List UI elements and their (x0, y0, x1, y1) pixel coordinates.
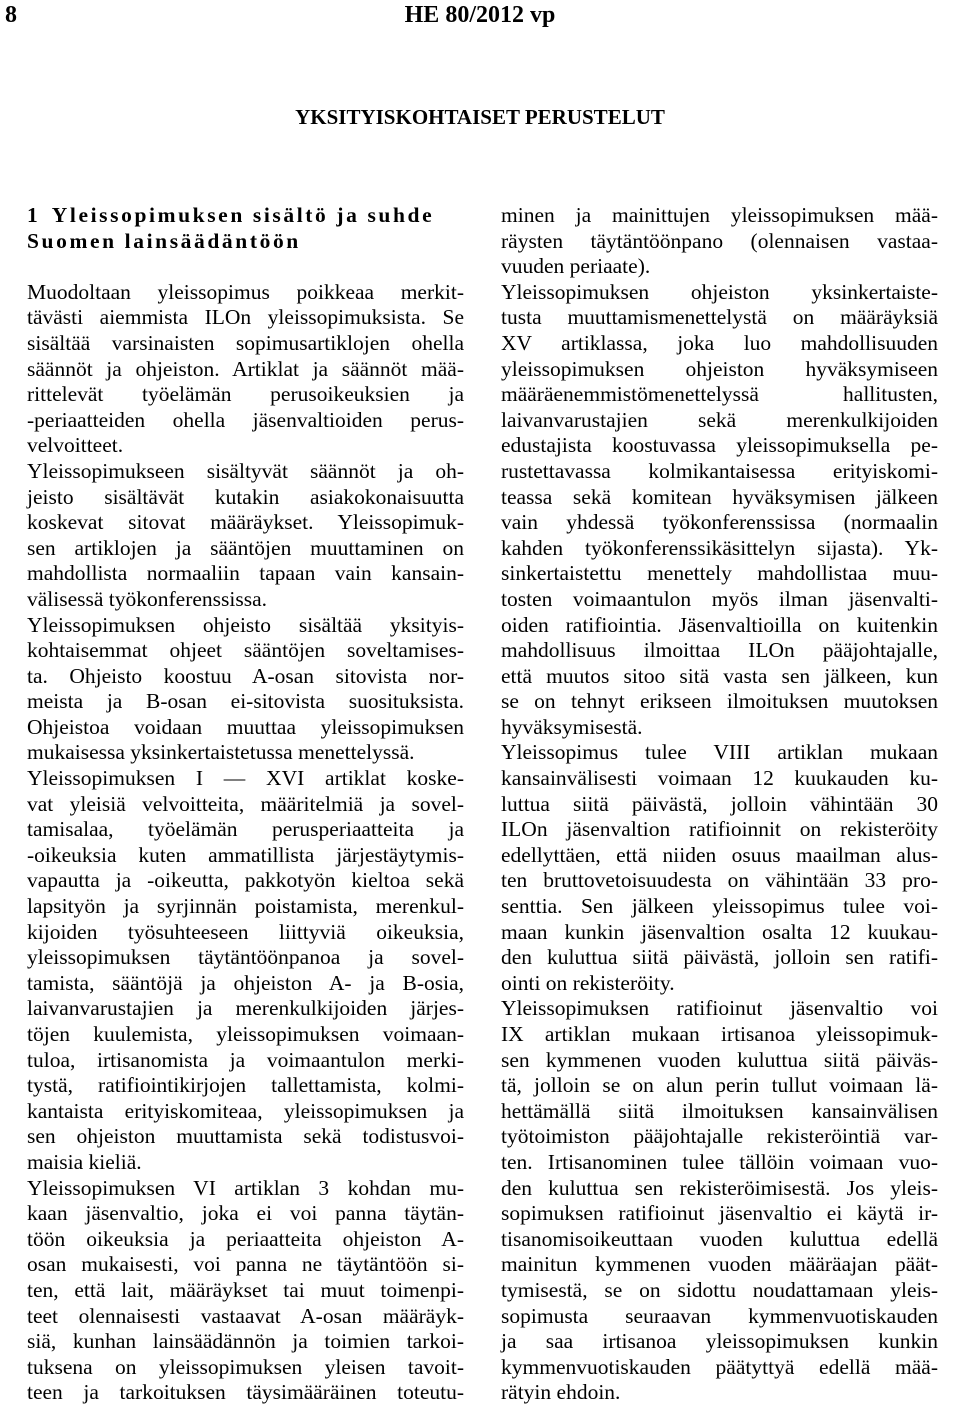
text-line: ta. Ohjeisto koostuu A-osan sitovista nor- (27, 663, 464, 688)
section-title-line: Suomen lainsäädäntöön (27, 228, 301, 253)
text-line: Yleissopimuksen ohjeisto sisältää yksityis- (27, 612, 464, 637)
text-line: töön oikeuksia ja periaatteita ohjeiston A- (27, 1226, 464, 1251)
text-line: IX artiklan mukaan irtisanoa yleissopimuk- (501, 1022, 938, 1046)
text-line: laivanvarustajien sekä merenkulkijoiden (501, 407, 938, 432)
text-line: rätyin ehdoin. (501, 1380, 621, 1405)
text-line: Yleissopimuksen ratifioinut jäsenvaltio voi (501, 996, 938, 1021)
text-line: välisessä työkonferenssissa. (27, 586, 268, 611)
right-paragraph (501, 280, 938, 741)
text-line: velvoitteet. (27, 433, 124, 458)
text-line: den kuluttua sen rekisteröimisestä. Jos yleis- (501, 1175, 938, 1200)
text-line: mainitun kymmenen vuoden määräajan päät- (501, 1252, 938, 1277)
text-line: kantaista erityiskomiteaa, yleissopimuksen ja (27, 1098, 464, 1123)
text-line: sen ohjeiston muuttamista sekä todistusvoi- (27, 1124, 464, 1149)
text-line: ten. Irtisanominen tulee tällöin voimaan vuo- (501, 1149, 938, 1174)
right-paragraph (501, 996, 938, 1406)
text-line: ten bruttovetoisuudesta on vähintään 33 pro- (501, 868, 938, 893)
left-paragraph (27, 613, 464, 767)
text-line: yleissopimuksen ohjeiston hyväksymiseen (501, 356, 938, 381)
text-line: että muutos sitoo sitä vasta sen jälkeen, kun (501, 663, 938, 688)
text-line: meista ja B-osan ei-sitovista suosituksista. (27, 689, 464, 714)
text-line: tusta muuttamismenettelystä on määräyksiä (501, 305, 938, 330)
right-paragraph (501, 740, 938, 996)
left-paragraph (27, 280, 464, 459)
text-line: tosten voimaantulon myös ilman jäsenvalti- (501, 586, 938, 611)
right-paragraph (501, 203, 938, 280)
left-column (27, 203, 464, 1406)
text-line: tystä, ratifiointikirjojen tallettamista, kolmi- (27, 1073, 464, 1098)
text-line: teen ja tarkoituksen täysimääräinen toteutu- (27, 1380, 464, 1405)
left-paragraph (27, 1176, 464, 1406)
text-line: den kuluttua siitä päivästä, jolloin sen ratifi- (501, 945, 938, 970)
text-line: kohtaisemmat ohjeet sääntöjen soveltamises- (27, 638, 464, 663)
section-number: 1 (27, 203, 38, 227)
text-line: ointi on rekisteröity. (501, 970, 675, 995)
text-line: sopimuksen ratifioinut jäsenvaltio ei käytä ir- (501, 1201, 938, 1226)
text-line: Yleissopimuksen VI artiklan 3 kohdan mu- (27, 1175, 464, 1200)
text-line: tuksena on yleissopimuksen yleisen tavoit- (27, 1354, 464, 1379)
text-line: vapautta ja -oikeutta, pakkotyön kieltoa sekä (27, 868, 464, 893)
text-line: säännöt ja ohjeiston. Artiklat ja säännöt mää- (27, 356, 464, 381)
text-line: Yleissopimus tulee VIII artiklan mukaan (501, 740, 938, 765)
text-line: kansainvälisesti voimaan 12 kuukauden ku- (501, 766, 938, 791)
document-id: HE 80/2012 vp (404, 2, 556, 28)
text-line: yleissopimuksen täytäntöönpanoa ja sovel- (27, 945, 464, 970)
text-line: kymmenvuotiskauden päätyttyä edellä mää- (501, 1354, 938, 1379)
text-line: maisia kieliä. (27, 1149, 142, 1174)
text-line: -oikeuksia kuten ammatillista järjestäytymis- (27, 842, 464, 867)
section-title-line (27, 203, 464, 229)
text-line: tamista, sääntöjä ja ohjeiston A- ja B-osia, (27, 970, 464, 995)
section-title-text: Yleissopimuksen sisältö ja suhde (51, 203, 435, 227)
text-line: maan kunkin jäsenvaltion osalta 12 kuukau- (501, 919, 938, 944)
text-line: Muodoltaan yleissopimus poikkeaa merkit- (27, 279, 464, 304)
text-line: Ohjeistoa voidaan muuttaa yleissopimuksen (27, 714, 464, 739)
left-paragraph (27, 459, 464, 613)
right-column (501, 203, 938, 1406)
page-heading: YKSITYISKOHTAISET PERUSTELUT (295, 105, 665, 129)
text-line: kijoiden työsuhteeseen liittyviä oikeuksia, (27, 919, 464, 944)
text-line: tuloa, irtisanomista ja voimaantulon merki- (27, 1047, 464, 1072)
page-number: 8 (5, 2, 17, 28)
text-line: mahdollista normaaliin tapaan vain kansain- (27, 561, 464, 586)
text-line: sopimusta seuraavan kymmenvuotiskauden (501, 1303, 938, 1328)
text-line: rittelevät työelämän perusoikeuksien ja (27, 382, 464, 407)
text-line: Yleissopimuksen ohjeiston yksinkertaiste- (501, 279, 938, 304)
text-line: minen ja mainittujen yleissopimuksen mää- (501, 203, 938, 227)
text-line: oiden ratifiointia. Jäsenvaltioilla on kuitenkin (501, 612, 938, 637)
text-line: Yleissopimuksen I — XVI artiklat koske- (27, 766, 464, 791)
spacer (27, 254, 464, 280)
text-line: Yleissopimukseen sisältyvät säännöt ja oh- (27, 458, 464, 483)
text-line: kaan jäsenvaltio, joka ei voi panna täytän- (27, 1201, 464, 1226)
text-line: sen kymmenen vuoden kuluttua siitä päiväs- (501, 1047, 938, 1072)
text-line: mahdollisuus ilmoittaa ILOn pääjohtajalle, (501, 638, 938, 663)
text-line: senttia. Sen jälkeen yleissopimus tulee voi- (501, 894, 938, 919)
text-line: laivanvarustajien ja merenkulkijoiden järjes- (27, 996, 464, 1021)
text-line: -periaatteiden ohella jäsenvaltioiden perus- (27, 407, 464, 432)
text-line: osan mukaisesti, voi panna ne täytäntöön si- (27, 1252, 464, 1277)
text-line: tävästi aiemmista ILOn yleissopimuksista. Se (27, 305, 464, 330)
text-line: XV artiklassa, joka luo mahdollisuuden (501, 330, 938, 355)
text-line: sen artiklojen ja sääntöjen muuttaminen on (27, 535, 464, 560)
text-line: sinkertaistettu menettely mahdollistaa muu- (501, 561, 938, 586)
text-line: teet olennaisesti vastaavat A-osan määräyk- (27, 1303, 464, 1328)
text-line: vuuden periaate). (501, 254, 651, 279)
text-line: tymisestä, se on sidottu noudattamaan yleis- (501, 1277, 938, 1302)
text-line: edellyttäen, että niiden osuus maailman alus- (501, 842, 938, 867)
text-line: tä, jolloin se on alun perin tullut voimaan lä- (501, 1073, 938, 1098)
text-line: teassa sekä komitean hyväksymisen jälkeen (501, 484, 938, 509)
text-line: edustajista koostuvassa yleissopimuksella pe- (501, 433, 938, 458)
text-line: jeisto sisältävät kutakin asiakokonaisuutta (27, 484, 464, 509)
text-line: ja saa irtisanoa yleissopimuksen kunkin (501, 1329, 938, 1354)
left-paragraph (27, 766, 464, 1176)
text-line: luttua siitä päivästä, jolloin vähintään 30 (501, 791, 938, 816)
text-line: töjen kuulemista, yleissopimuksen voimaan- (27, 1022, 464, 1046)
text-line: tisanomisoikeuttaan vuoden kuluttua edellä (501, 1226, 938, 1251)
text-line: se on tehnyt erikseen ilmoituksen muutoksen (501, 689, 938, 714)
text-line: määräenemmistömenettelyssä hallitusten, (501, 382, 938, 407)
text-line: hettämällä siitä ilmoituksen kansainvälisen (501, 1098, 938, 1123)
text-line: työtoimiston pääjohtajalle rekisteröintiä var- (501, 1124, 938, 1149)
text-line: koskevat sitovat määräykset. Yleissopimuk- (27, 510, 464, 535)
text-line: sisältää varsinaisten sopimusartiklojen ohella (27, 330, 464, 355)
text-line: ten, että lait, määräykset tai muut toimenpi- (27, 1277, 464, 1302)
text-line: tamisalaa, työelämän perusperiaatteita ja (27, 817, 464, 842)
text-line: vain yhdessä työkonferenssissa (normaalin (501, 510, 938, 535)
text-line: siä, kunhan lainsäädännön ja toimien tarkoi- (27, 1329, 464, 1354)
text-line: mukaisessa yksinkertaistetussa menettelyssä. (27, 740, 415, 765)
text-line: lapsityön ja syrjinnän poistamista, merenkul- (27, 894, 464, 919)
text-line: räysten täytäntöönpano (olennaisen vastaa- (501, 228, 938, 253)
text-line: rustettavassa kolmikantaisessa erityiskomi- (501, 458, 938, 483)
text-line: hyväksymisestä. (501, 714, 643, 739)
text-line: kahden työkonferenssikäsittelyn sijasta). Yk- (501, 535, 938, 560)
text-line: ILOn jäsenvaltion ratifioinnit on rekisteröity (501, 817, 938, 842)
text-line: vat yleisiä velvoitteita, määritelmiä ja sovel- (27, 791, 464, 816)
